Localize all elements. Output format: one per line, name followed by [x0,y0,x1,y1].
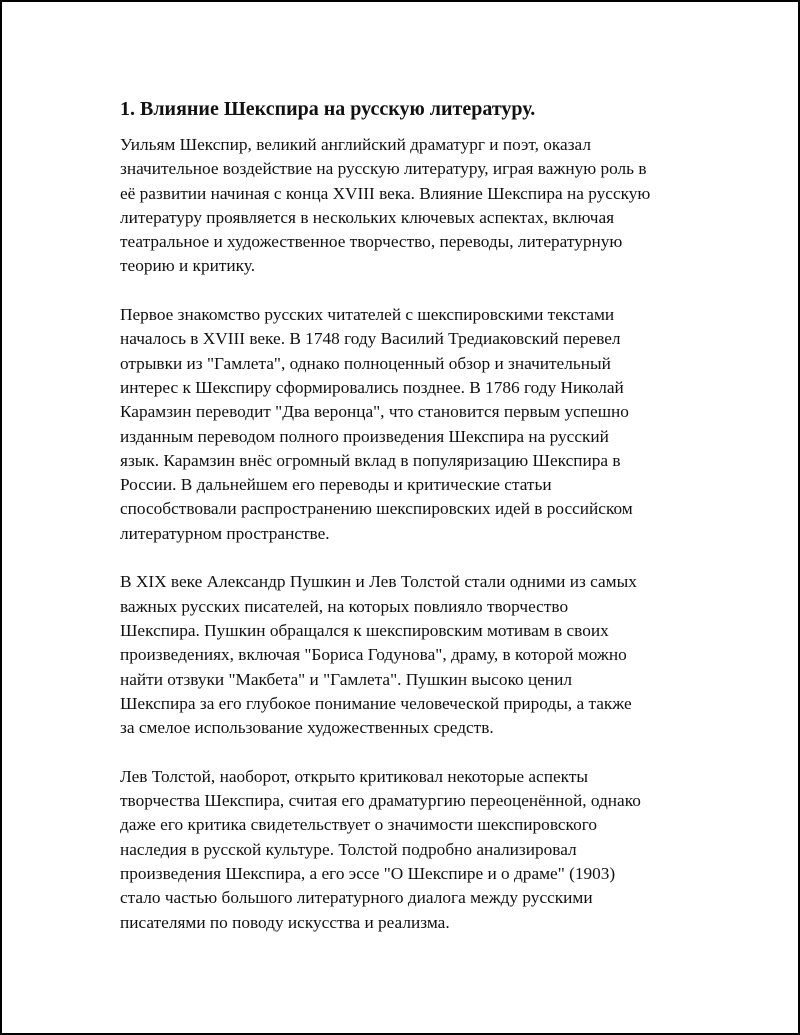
text-line: началось в XVIII веке. В 1748 году Василий Тредиаковский перевел [120,329,621,349]
text-line: способствовали распространению шекспировских идей в российском [120,499,633,519]
text-line: Лев Толстой, наоборот, открыто критиковал некоторые аспекты [120,766,588,786]
text-line: за смелое использование художественных средств. [120,718,494,738]
text-line: стало частью большого литературного диалога между русскими [120,888,593,908]
section-heading: 1. Влияние Шекспира на русскую литературу. [120,98,536,120]
text-line: В XIX веке Александр Пушкин и Лев Толстой стали одними из самых [120,572,637,592]
text-line: театральное и художественное творчество, переводы, литературную [120,232,623,252]
text-line: значительное воздействие на русскую литературу, играя важную роль в [120,159,647,179]
text-line: интерес к Шекспиру сформировались позднее. В 1786 году Николай [120,377,624,397]
paragraph-intro [120,133,700,279]
text-line: её развитии начиная с конца XVIII века. Влияние Шекспира на русскую [120,183,651,203]
text-line: произведения Шекспира, а его эссе "О Шекспире и о драме" (1903) [120,863,616,883]
text-line: писателями по поводу искусства и реализма. [120,912,450,932]
text-line: наследия в русской культуре. Толстой подробно анализировал [120,839,577,859]
text-line: Карамзин переводит "Два веронца", что становится первым успешно [120,402,629,422]
text-line: Уильям Шекспир, великий английский драматург и поэт, оказал [120,135,591,154]
text-line: отрывки из "Гамлета", однако полноценный обзор и значительный [120,353,611,373]
paragraph-first-acquaintance [120,303,700,546]
text-line: даже его критика свидетельствует о значимости шекспировского [120,815,598,835]
paragraph-nineteenth-century [120,570,700,740]
text-line: Шекспира за его глубокое понимание человеческой природы, а также [120,693,632,713]
text-line: литературу проявляется в нескольких ключевых аспектах, включая [120,207,615,227]
text-line: изданным переводом полного произведения Шекспира на русский [120,426,609,446]
text-line: найти отзвуки "Макбета" и "Гамлета". Пушкин высоко ценил [120,669,573,689]
text-line: Первое знакомство русских читателей с шекспировскими текстами [120,305,615,325]
text-line: произведениях, включая "Бориса Годунова", драму, в которой можно [120,645,627,665]
text-line: теорию и критику. [120,256,256,276]
text-line: творчества Шекспира, считая его драматургию переоценённой, однако [120,791,641,811]
text-line: Шекспира. Пушкин обращался к шекспировским мотивам в своих [120,620,609,640]
paragraph-tolstoy [120,765,700,935]
document-body [120,95,700,959]
text-line: литературном пространстве. [120,523,330,543]
text-line: России. В дальнейшем его переводы и критические статьи [120,475,552,495]
text-line: важных русских писателей, на которых повлияло творчество [120,596,569,616]
text-line: язык. Карамзин внёс огромный вклад в популяризацию Шекспира в [120,450,621,470]
